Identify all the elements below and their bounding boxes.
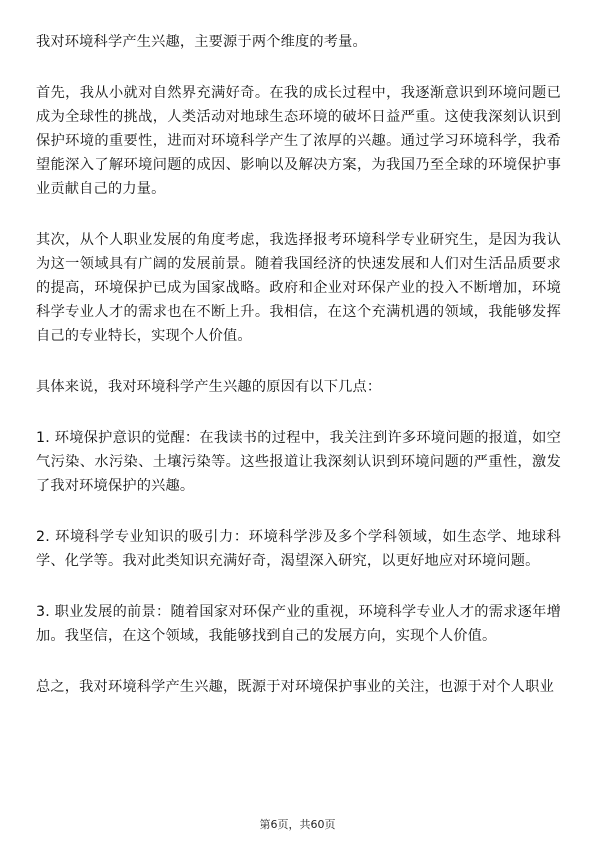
paragraph-conclusion: 总之，我对环境科学产生兴趣，既源于对环境保护事业的关注，也源于对个人职业	[36, 679, 554, 695]
list-item-2: 2. 环境科学专业知识的吸引力：环境科学涉及多个学科领域，如生态学、地球科学、化学等。我对此类知识充满好奇，渴望深入研究，以更好地应对环境问题。	[36, 529, 561, 569]
paragraph-second-reason: 其次，从个人职业发展的角度考虑，我选择报考环境科学专业研究生，是因为我认为这一领域具有广阔的发展前景。随着我国经济的快速发展和人们对生活品质要求的提高，环境保护已成为国家战略。政府和企业对环保产业的投入不断增加，环境科学专业人才的需求也在不断上升。我相信，在这个充满机遇的领域，我能够发挥自己的专业特长，实现个人价值。	[36, 232, 561, 344]
paragraph-specifics-intro: 具体来说，我对环境科学产生兴趣的原因有以下几点：	[36, 379, 382, 395]
paragraph-first-reason: 首先，我从小就对自然界充满好奇。在我的成长过程中，我逐渐意识到环境问题已成为全球性的挑战，人类活动对地球生态环境的破坏日益严重。这使我深刻认识到保护环境的重要性，进而对环境科学产生了浓厚的兴趣。通过学习环境科学，我希望能深入了解环境问题的成因、影响以及解决方案，为我国乃至全球的环境保护事业贡献自己的力量。	[36, 85, 561, 197]
list-item-1: 1. 环境保护意识的觉醒：在我读书的过程中，我关注到许多环境问题的报道，如空气污染、水污染、土壤污染等。这些报道让我深刻认识到环境问题的严重性，激发了我对环境保护的兴趣。	[36, 430, 561, 494]
paragraph-intro: 我对环境科学产生兴趣，主要源于两个维度的考量。	[36, 34, 367, 50]
list-item-3: 3. 职业发展的前景：随着国家对环保产业的重视，环境科学专业人才的需求逐年增加。我坚信，在这个领域，我能够找到自己的发展方向，实现个人价值。	[36, 604, 561, 644]
page-number: 第6页，共60页	[259, 818, 336, 831]
document-body	[36, 30, 561, 726]
